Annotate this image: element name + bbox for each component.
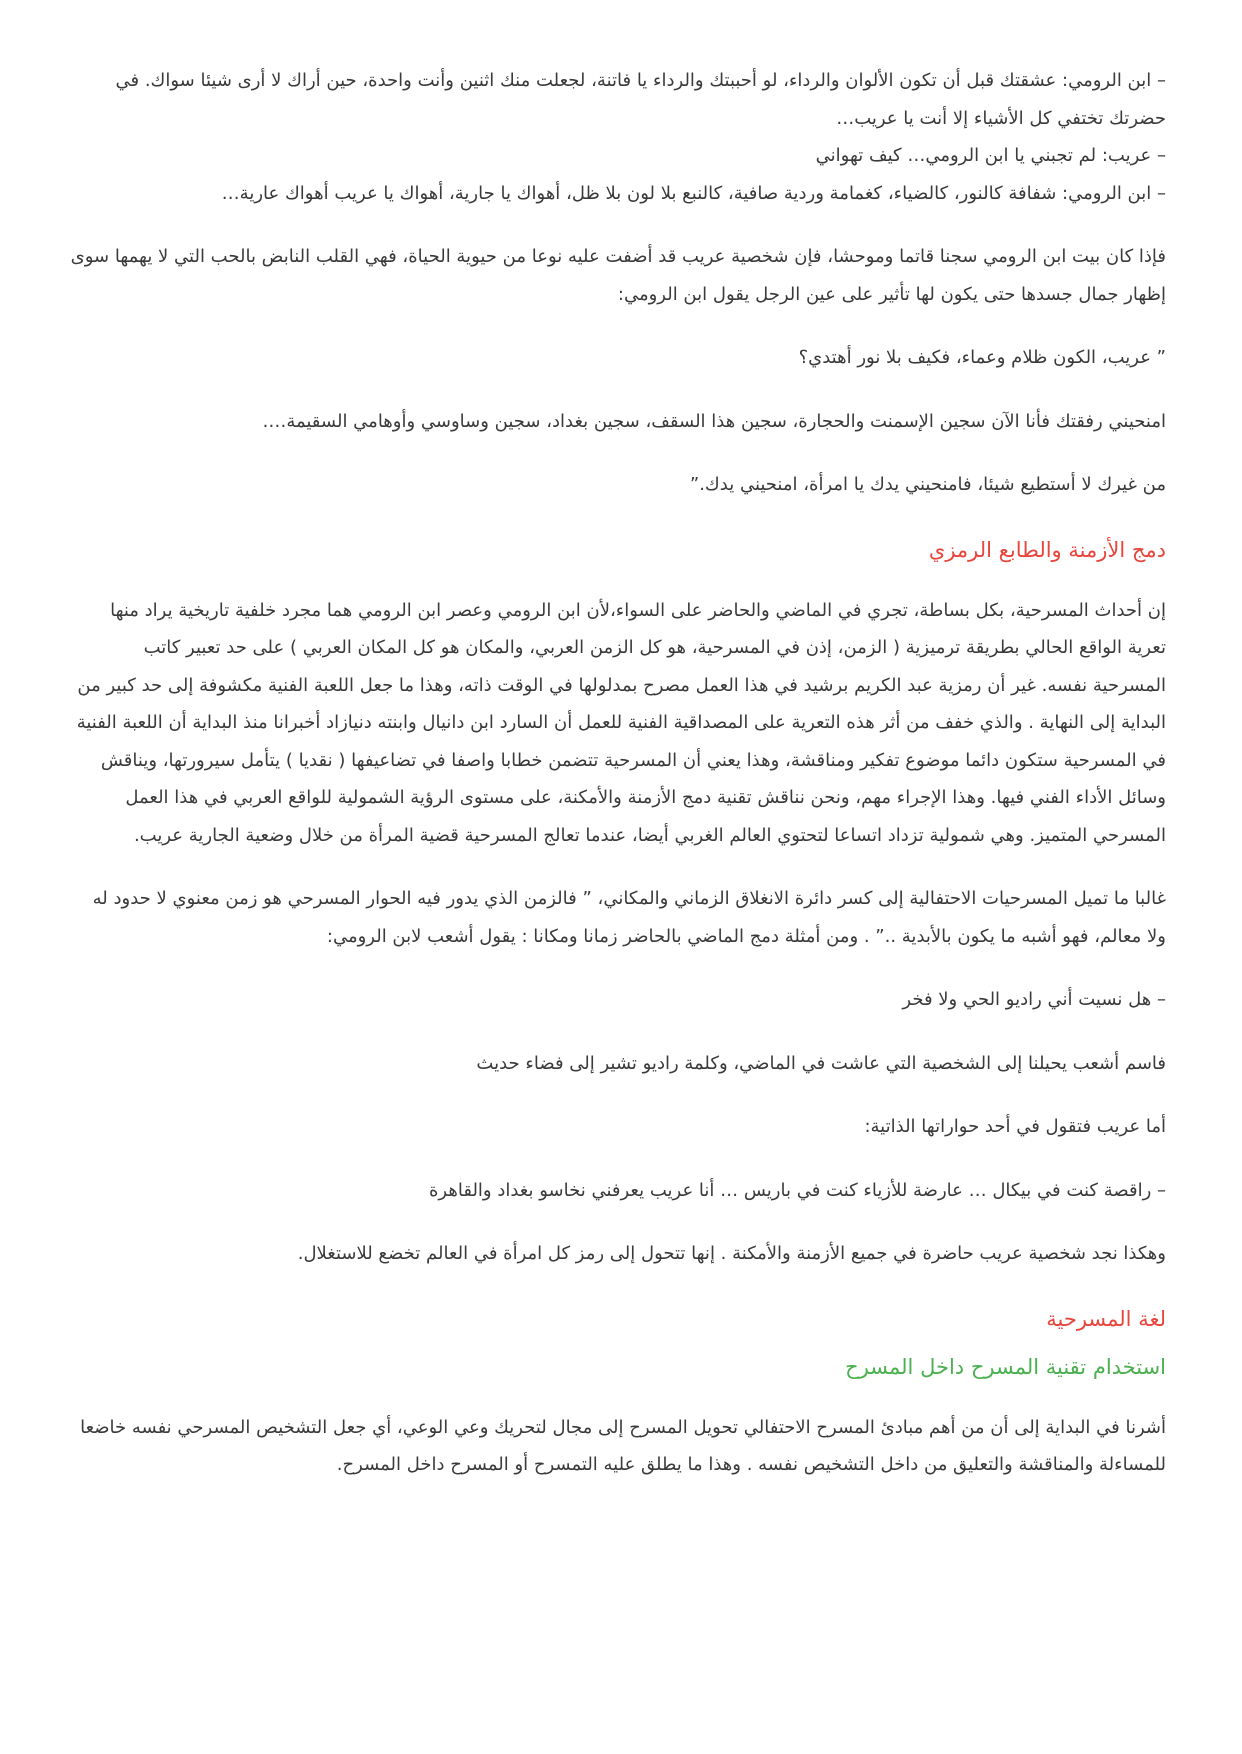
section-heading-language: لغة المسرحية (1046, 1306, 1166, 1331)
paragraph-ashab: فاسم أشعب يحيلنا إلى الشخصية التي عاشت في الماضي، وكلمة راديو تشير إلى فضاء حديث (476, 1052, 1166, 1074)
paragraph-house: فإذا كان بيت ابن الرومي سجنا قاتما وموحشا، فإن شخصية عريب قد أضفت عليه نوعا من حيوية الحياة، فهي القلب النابض بالحب التي لا يهمها سوى إظهار جمال جسدها حتى يكون لها تأثير على عين الرجل يقول ابن الرومي: (70, 246, 1166, 305)
paragraph-symbolism: إن أحداث المسرحية، بكل بساطة، تجري في الماضي والحاضر على السواء،لأن ابن الرومي وعصر ابن الرومي هما مجرد خلفية تاريخية يراد منها تعرية الواقع الحالي بطريقة ترميزية ( الزمن، إذن في المسرحية، هو كل الزمن العربي، والمكان هو كل المكان العربي ) على حد تعبير كاتب المسرحية نفسه. غير أن رمزية عبد الكريم برشيد في هذا العمل مصرح بمدلولها في الوقت ذاته، وهذا ما جعل اللعبة الفنية مكشوفة إلى حد كبير من البداية إلى النهاية . والذي خفف من أثر هذه التعرية على المصداقية الفنية للعمل أن السارد ابن دانيال وابنته دنيازاد أخبرانا منذ البداية أن اللعبة الفنية في المسرحية ستكون دائما موضوع تفكير ومناقشة، وهذا يعني أن المسرحية تتضمن خطابا واصفا في تضاعيفها ( نقديا ) يتأمل سيرورتها، ويناقش وسائل الأداء الفني فيها. وهذا الإجراء مهم، ونحن نناقش تقنية دمج الأزمنة والأمكنة، على مستوى الرؤية الشمولية للواقع العربي في هذا العمل المسرحي المتميز. وهي شمولية تزداد اتساعا لتحتوي العالم الغربي أيضا، عندما تعالج المسرحية قضية المرأة من خلال وضعية الجارية عريب. (76, 599, 1166, 846)
dialogue-line-dancer: – راقصة كنت في بيكال … عارضة للأزياء كنت في باريس … أنا عريب يعرفني نخاسو بغداد والقاهرة (429, 1179, 1166, 1201)
subheading-theatre-within-theatre: استخدام تقنية المسرح داخل المسرح (845, 1354, 1166, 1379)
dialogue-line: – عريب: لم تجبني يا ابن الرومي… كيف تهواني (815, 145, 1166, 166)
quote-line: ” عريب، الكون ظلام وعماء، فكيف بلا نور أهتدي؟ (798, 347, 1166, 368)
paragraph-theatre-technique: أشرنا في البداية إلى أن من أهم مبادئ المسرح الاحتفالي تحويل المسرح إلى مجال لتحريك وعي الوعي، أي جعل التشخيص المسرحي نفسه خاضعا للمساءلة والمناقشة والتعليق من داخل التشخيص نفسه . وهذا ما يطلق عليه التمسرح أو المسرح داخل المسرح. (80, 1416, 1166, 1475)
paragraph-festive-theatre: غالبا ما تميل المسرحيات الاحتفالية إلى كسر دائرة الانغلاق الزماني والمكاني، ” فالزمن الذي يدور فيه الحوار المسرحي هو زمن معنوي لا حدود له ولا معالم، فهو أشبه ما يكون بالأبدية ..” . ومن أمثلة دمج الماضي بالحاضر زمانا ومكانا : يقول أشعب لابن الرومي: (92, 888, 1166, 947)
paragraph-arib-intro: أما عريب فتقول في أحد حواراتها الذاتية: (864, 1116, 1166, 1137)
section-heading-time-merge: دمج الأزمنة والطابع الرمزي (928, 537, 1166, 562)
quote-line: امنحيني رفقتك فأنا الآن سجين الإسمنت والحجارة، سجين هذا السقف، سجين بغداد، سجين وساوسي وأوهامي السقيمة…. (262, 410, 1166, 432)
dialogue-line-radio: – هل نسيت أني راديو الحي ولا فخر (902, 989, 1166, 1010)
paragraph-conclusion: وهكذا نجد شخصية عريب حاضرة في جميع الأزمنة والأمكنة . إنها تتحول إلى رمز كل امرأة في العالم تخضع للاستغلال. (297, 1243, 1166, 1264)
dialogue-line: – ابن الرومي: عشقتك قبل أن تكون الألوان والرداء، لو أحببتك والرداء يا فاتنة، لجعلت منك اثنين وأنت واحدة، حين أراك لا أرى شيئا سواك. في حضرتك تختفي كل الأشياء إلا أنت يا عريب… (115, 70, 1166, 129)
dialogue-line: – ابن الرومي: شفافة كالنور، كالضياء، كغمامة وردية صافية، كالنبع بلا لون بلا ظل، أهواك يا جارية، أهواك يا عريب أهواك عارية… (221, 182, 1166, 204)
dialogue-block (70, 62, 1166, 212)
quote-line: من غيرك لا أستطيع شيئا، فامنحيني يدك يا امرأة، امنحيني يدك.” (689, 474, 1166, 495)
